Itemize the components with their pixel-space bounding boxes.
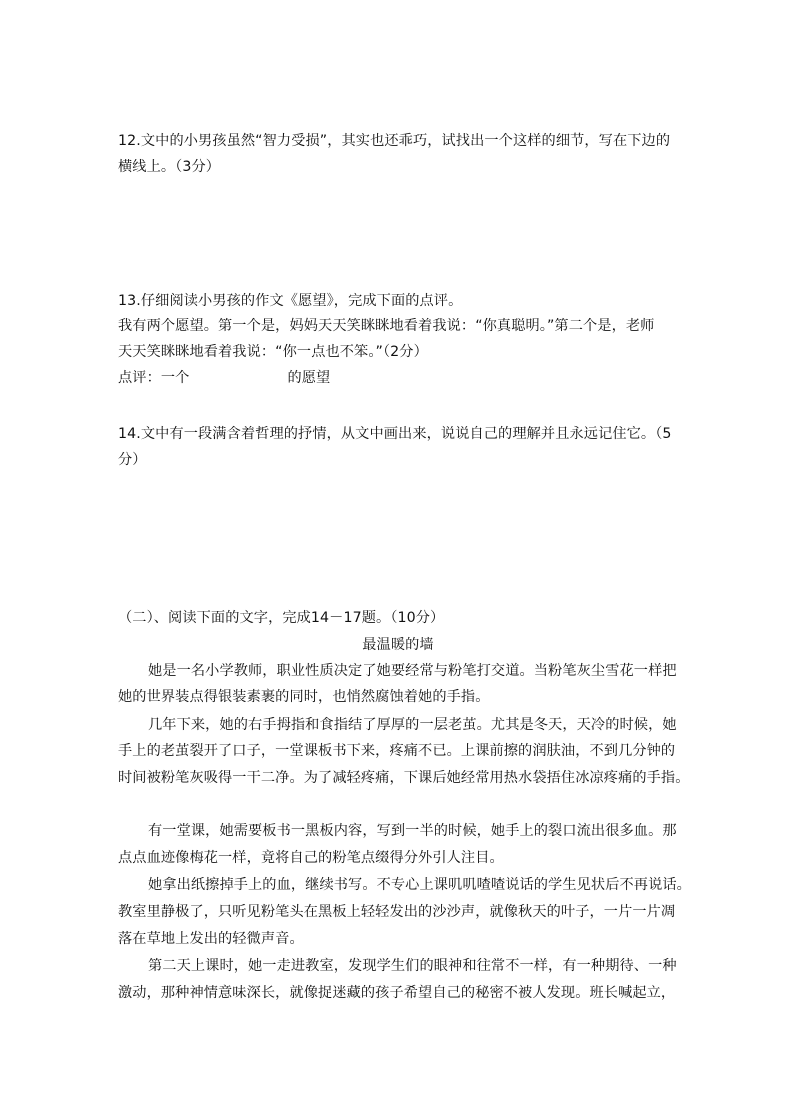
passage-line: 激动，那种神情意味深长，就像捉迷藏的孩子希望自己的秘密不被人发现。班长喊起立， (118, 985, 676, 1001)
passage-line: 时间被粉笔灰吸得一干二净。为了减轻疼痛，下课后她经常用热水袋捂住冰凉疼痛的手指。 (118, 770, 690, 786)
passage-line: 有一堂课，她需要板书一黑板内容，写到一半的时候，她手上的裂口流出很多血。那 (148, 823, 677, 839)
passage-line: 她是一名小学教师，职业性质决定了她要经常与粉笔打交道。当粉笔灰尘雪花一样把 (148, 663, 677, 679)
passage-line: 她的世界装点得银装素裹的同时，也悄然腐蚀着她的手指。 (118, 689, 490, 705)
passage-line: 点点血迹像梅花一样，竟将自己的粉笔点缀得分外引人注目。 (118, 850, 504, 866)
passage-line: 她拿出纸擦掉手上的血，继续书写。不专心上课叽叽喳喳说话的学生见状后不再说话。 (148, 877, 691, 893)
comment-suffix: 的愿望 (287, 370, 331, 386)
section-2-heading: （二）、阅读下面的文字，完成14－17题。（10分） (118, 610, 445, 626)
comment-prefix: 点评：一个 (118, 370, 190, 386)
question-12-text: 12.文中的小男孩虽然“智力受损”，其实也还乖巧，试找出一个这样的细节，写在下边的 (118, 133, 671, 149)
passage-title: 最温暖的墙 (362, 637, 434, 653)
question-13-comment (118, 368, 678, 388)
passage-line: 手上的老茧裂开了口子，一堂课板书下来，疼痛不已。上课前擦的润肤油，不到几分钟的 (118, 743, 676, 759)
question-12-text-cont: 横线上。（3分） (118, 159, 221, 175)
question-14-text: 14.文中有一段满含着哲理的抒情，从文中画出来，说说自己的理解并且永远记住它。（5 (118, 426, 672, 442)
question-14-text-cont: 分） (118, 452, 147, 468)
passage-line: 几年下来，她的右手拇指和食指结了厚厚的一层老茧。尤其是冬天，天冷的时候，她 (148, 717, 677, 733)
passage-line: 落在草地上发出的轻微声音。 (118, 931, 304, 947)
passage-line: 第二天上课时，她一走进教室，发现学生们的眼神和往常不一样，有一种期待、一种 (148, 958, 677, 974)
question-13-text: 13.仔细阅读小男孩的作文《愿望》，完成下面的点评。 (118, 293, 463, 309)
question-13-essay-line-2: 天天笑眯眯地看着我说：“你一点也不笨。”（2分） (118, 344, 428, 360)
passage-line: 教室里静极了，只听见粉笔头在黑板上轻轻发出的沙沙声，就像秋天的叶子，一片一片凋 (118, 904, 676, 920)
question-13-essay-line-1: 我有两个愿望。第一个是，妈妈天天笑眯眯地看着我说：“你真聪明。”第二个是，老师 (118, 318, 655, 334)
